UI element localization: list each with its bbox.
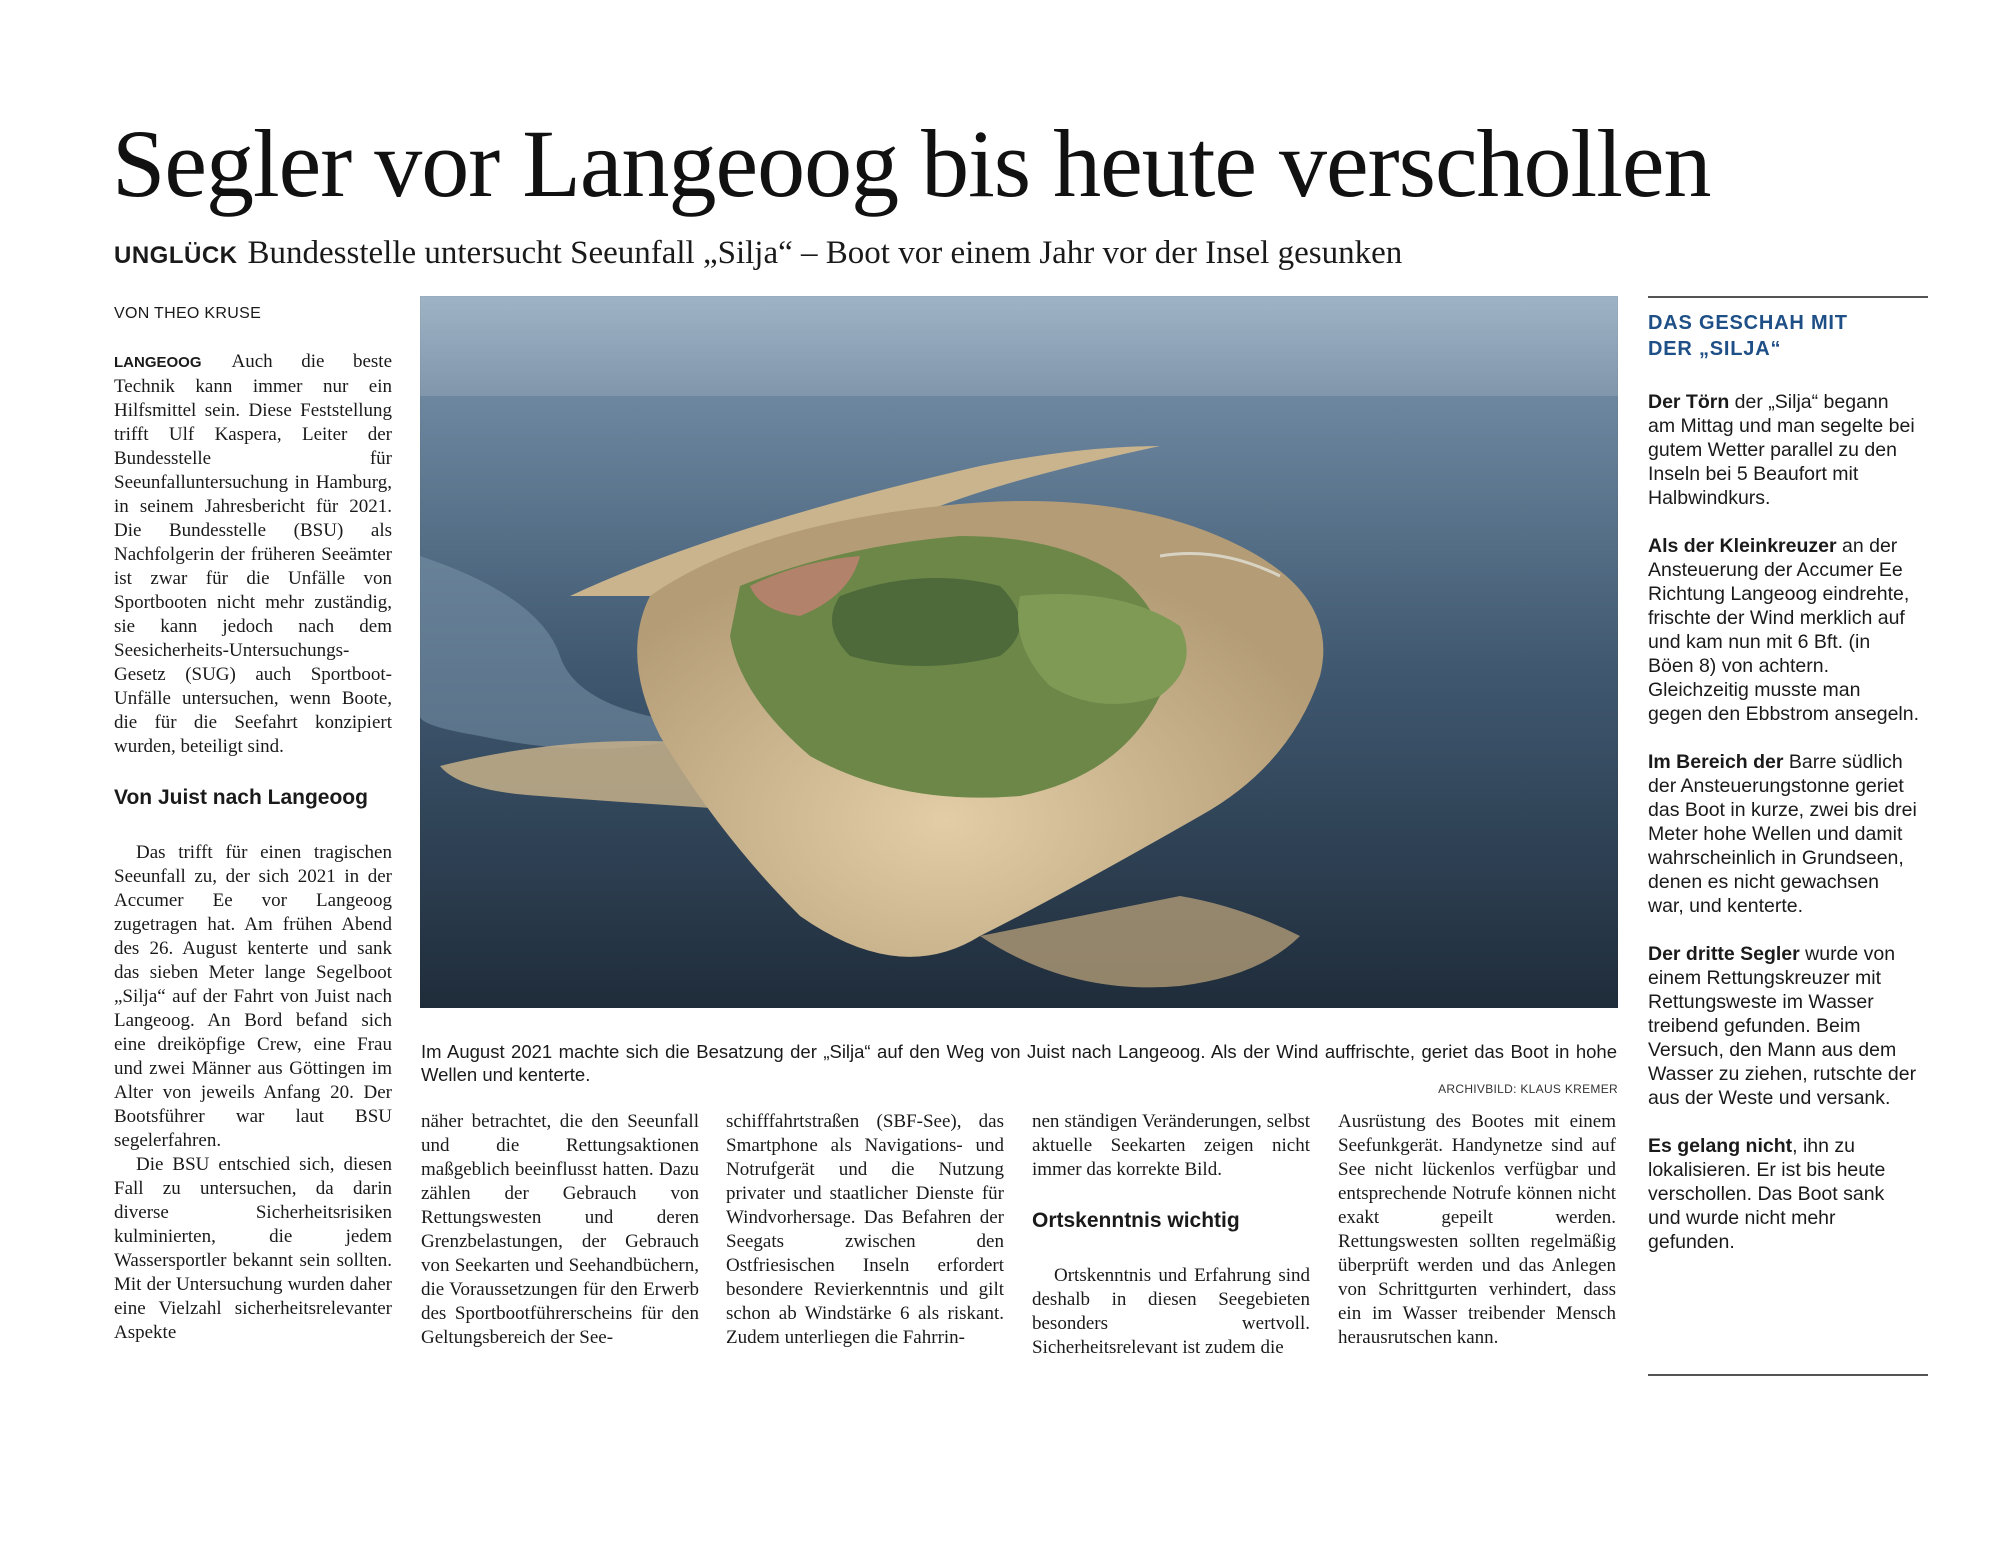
intro-paragraph: Auch die beste Technik kann immer nur ein Hilfsmittel sein. Diese Feststellung trifft Ulf Kaspera, Leiter der Bundesstelle für Seeunfalluntersuchung in Hamburg, in seinem Jahresbericht für 2021. Die Bundesstelle (BSU) als Nachfolgerin der früheren Seeämter ist zwar für die Unfälle von Sportbooten nicht mehr zuständig, sie kann jedoch nach dem Seesicherheits-Untersuchungs-Gesetz (SUG) auch Sportboot-Unfälle untersuchen, wenn Boote, die für die Seefahrt konzipiert wurden, beteiligt sind. (114, 351, 392, 757)
sidebar-title (1648, 310, 1928, 362)
article-column-4 (1032, 1110, 1310, 1360)
sidebar-item-lead: Es gelang nicht (1648, 1135, 1793, 1157)
sidebar-item (1648, 390, 1920, 510)
byline: VON THEO KRUSE (114, 305, 262, 322)
paragraph-4b: Ausrüstung des Bootes mit einem Seefunkgerät. Handynetze sind auf See nicht lückenlos verfügbar und entsprechende Notrufe können nicht exakt gepeilt werden. Rettungswesten sollten regelmäßig überprüft werden und das Anlegen von Schrittgurten verhindert, dass ein im Wasser treibender Mensch herausrutschen kann. (1338, 1111, 1616, 1348)
paragraph-3a: Die BSU entschied sich, diesen Fall zu untersuchen, da darin diverse Sicherheitsrisiken kulminierten, die jedem Wassersportler bekannt sein sollten. Mit der Untersuchung wurden daher eine Vielzahl sicherheitsrelevanter Aspekte (114, 1154, 392, 1343)
subhead-ortskenntnis: Ortskenntnis wichtig (1032, 1209, 1240, 1232)
sidebar-top-rule (1648, 296, 1928, 298)
sidebar-item-lead: Im Bereich der (1648, 751, 1784, 773)
island-illustration (420, 296, 1618, 1008)
sidebar-body (1648, 390, 1920, 1278)
subheadline-row (114, 232, 1914, 277)
headline: Segler vor Langeoog bis heute verschollen (112, 110, 1711, 217)
sidebar-item (1648, 750, 1920, 918)
sidebar-bottom-rule (1648, 1374, 1928, 1376)
kicker: UNGLÜCK (114, 242, 238, 269)
sidebar-item-text: wurde von einem Rettungskreuzer mit Rettungsweste im Wasser treibend gefunden. Beim Versuch, den Mann aus dem Wasser zu ziehen, rutschte der aus der Weste und versank. (1648, 943, 1917, 1109)
paragraph-3c: schifffahrtstraßen (SBF-See), das Smartphone als Navigations- und Notrufgerät und die Nutzung privater und staatlicher Dienste für Windvorhersage. Das Befahren der Seegats zwischen den Ostfriesischen Inseln erfordert besondere Revierkenntnis und gilt schon ab Windstärke 6 als riskant. Zudem unterliegen die Fahrrin- (726, 1111, 1004, 1348)
article-column-2 (421, 1110, 699, 1350)
sidebar-item-text: der „Silja“ begann am Mittag und man segelte bei gutem Wetter parallel zu den Inseln bei 5 Beaufort mit Halbwindkurs. (1648, 391, 1915, 509)
subhead-von-juist: Von Juist nach Langeoog (114, 786, 368, 809)
paragraph-3d: nen ständigen Veränderungen, selbst aktuelle Seekarten zeigen nicht immer das korrekte Bild. (1032, 1111, 1310, 1180)
subheadline: Bundesstelle untersucht Seeunfall „Silja“ – Boot vor einem Jahr vor der Insel gesunken (247, 235, 1403, 271)
article-column-3 (726, 1110, 1004, 1350)
paragraph-2: Das trifft für einen tragischen Seeunfall zu, der sich 2021 in der Accumer Ee vor Langeoog zugetragen hat. Am frühen Abend des 26. August kenterte und sank das sieben Meter lange Segelboot „Silja“ auf der Fahrt von Juist nach Langeoog. An Bord befand sich eine dreiköpfige Crew, eine Frau und zwei Männer aus Göttingen im Alter von jeweils Anfang 20. Der Bootsführer war laut BSU segelerfahren. (114, 842, 392, 1151)
sidebar-item-text: an der Ansteuerung der Accumer Ee Richtung Langeoog eindrehte, frischte der Wind merklich auf und kam nun mit 6 Bft. (in Böen 8) von achtern. Gleichzeitig musste man gegen den Ebbstrom ansegeln. (1648, 535, 1920, 725)
sidebar-title-line-1: DAS GESCHAH MIT (1648, 312, 1848, 334)
article-column-1 (114, 350, 392, 1345)
photo-caption: Im August 2021 machte sich die Besatzung der „Silja“ auf den Weg von Juist nach Langeoog. Als der Wind auffrischte, geriet das Boot in hohe Wellen und kenterte. (421, 1041, 1617, 1085)
sidebar-item-text: Barre südlich der Ansteuerungstonne geriet das Boot in kurze, zwei bis drei Meter hohe Wellen und damit wahrscheinlich in Grundseen, denen es nicht gewachsen war, und kenterte. (1648, 751, 1917, 917)
sidebar-item (1648, 942, 1920, 1110)
dateline: LANGEOOG (114, 354, 202, 371)
paragraph-3b: näher betrachtet, die den Seeunfall und die Rettungsaktionen maßgeblich beeinflusst hatten. Dazu zählen der Gebrauch von Rettungswesten und deren Grenzbelastungen, der Gebrauch von Seekarten und Seehandbüchern, die Voraussetzungen für den Erwerb des Sportbootführerscheins für den Geltungsbereich der See- (421, 1111, 699, 1348)
sidebar-item-lead: Der Törn (1648, 391, 1730, 413)
sidebar-item (1648, 1134, 1920, 1254)
sidebar-item (1648, 534, 1920, 726)
sidebar-item-lead: Der dritte Segler (1648, 943, 1800, 965)
aerial-photo-langeoog (420, 296, 1618, 1008)
sidebar-item-text: , ihn zu lokalisieren. Er ist bis heute verschollen. Das Boot sank und wurde nicht mehr gefunden. (1648, 1135, 1886, 1253)
paragraph-4a: Ortskenntnis und Erfahrung sind deshalb in diesen Seegebieten besonders wertvoll. Sicherheitsrelevant ist zudem die (1032, 1265, 1310, 1358)
sidebar-item-lead: Als der Kleinkreuzer (1648, 535, 1837, 557)
sidebar-title-line-2: DER „SILJA“ (1648, 338, 1782, 360)
photo-credit: ARCHIVBILD: KLAUS KREMER (1438, 1082, 1618, 1096)
article-column-5 (1338, 1110, 1616, 1350)
